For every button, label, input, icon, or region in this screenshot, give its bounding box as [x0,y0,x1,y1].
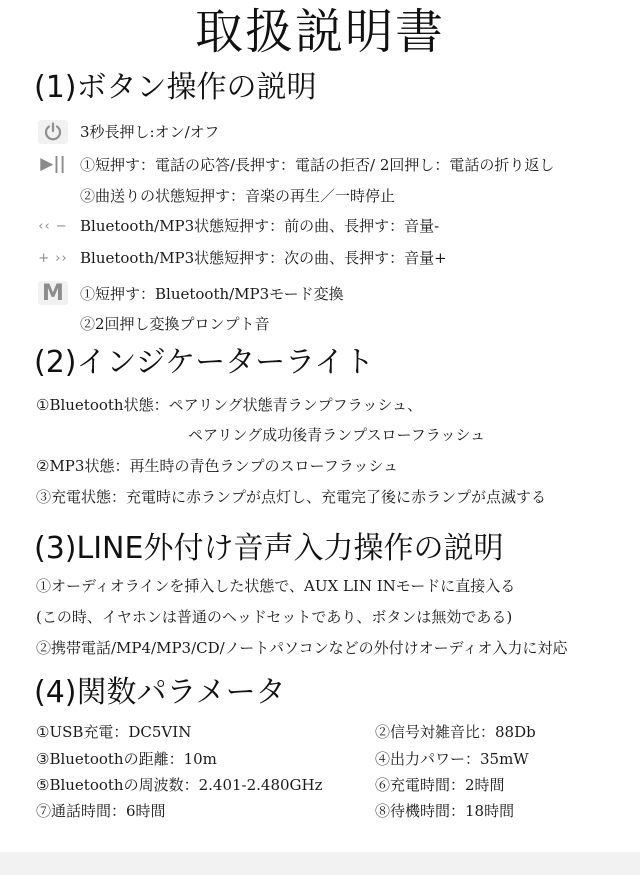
param-usb-charging: ①USB充電：DC5VIN [36,723,192,741]
power-icon [38,120,68,144]
param-bt-frequency: ⑤Bluetoothの周波数：2.401-2.480GHz [36,776,323,794]
previous-icon: ‹‹ − [38,218,68,234]
indicator-bluetooth-2: ペアリング成功後青ランプスローフラッシュ [188,426,486,444]
line-in-instruction-2: (この時、イヤホンは普通のヘッドセットであり、ボタンは無効である) [36,608,513,626]
param-talk-time: ⑦通話時間：6時間 [36,802,166,820]
indicator-bluetooth-1: ①Bluetooth状態：ペアリング状態青ランプフラッシュ、 [36,396,423,414]
mode-instruction-1: ①短押す：Bluetooth/MP3モード変換 [80,285,344,303]
section2-heading: (2)インジケーターライト [34,345,375,380]
line-in-instruction-1: ①オーディオラインを挿入した状態で、AUX LIN INモードに直接入る [36,577,516,595]
line-in-instruction-3: ②携帯電話/MP4/MP3/CD/ノートパソコンなどの外付けオーディオ入力に対応 [36,639,568,657]
play-pause-icon: ▶|| [40,154,66,174]
param-snr: ②信号対雑音比：88Db [375,723,536,741]
section1-heading: (1)ボタン操作の説明 [34,70,317,105]
play-instruction-2: ②曲送りの状態短押す：音楽の再生／一時停止 [80,187,396,205]
indicator-mp3: ②MP3状態：再生時の青色ランプのスローフラッシュ [36,457,399,475]
indicator-charging: ③充電状態：充電時に赤ランプが点灯し、充電完了後に赤ランプが点滅する [36,488,547,506]
mode-instruction-2: ②2回押し変換プロンプト音 [80,315,270,333]
page-title: 取扱説明書 [194,4,445,60]
section4-heading: (4)関数パラメータ [34,675,286,710]
section3-heading: (3)LINE外付け音声入力操作の説明 [34,531,504,566]
play-instruction-1: ①短押す：電話の応答/長押す：電話の拒否/ 2回押し：電話の折り返し [80,156,555,174]
param-bt-distance: ③Bluetoothの距離：10m [36,750,217,768]
param-standby-time: ⑧待機時間：18時間 [375,802,515,820]
bottom-border [0,852,640,875]
next-icon: + ›› [38,250,68,266]
previous-instruction: Bluetooth/MP3状態短押す：前の曲、長押す：音量- [80,217,440,235]
next-instruction: Bluetooth/MP3状態短押す：次の曲、長押す：音量+ [80,249,447,267]
param-output-power: ④出力パワー：35mW [375,750,529,768]
mode-m-icon: M [38,281,68,305]
param-charge-time: ⑥充電時間：2時間 [375,776,505,794]
power-instruction: 3秒長押し:オン/オフ [80,123,220,141]
